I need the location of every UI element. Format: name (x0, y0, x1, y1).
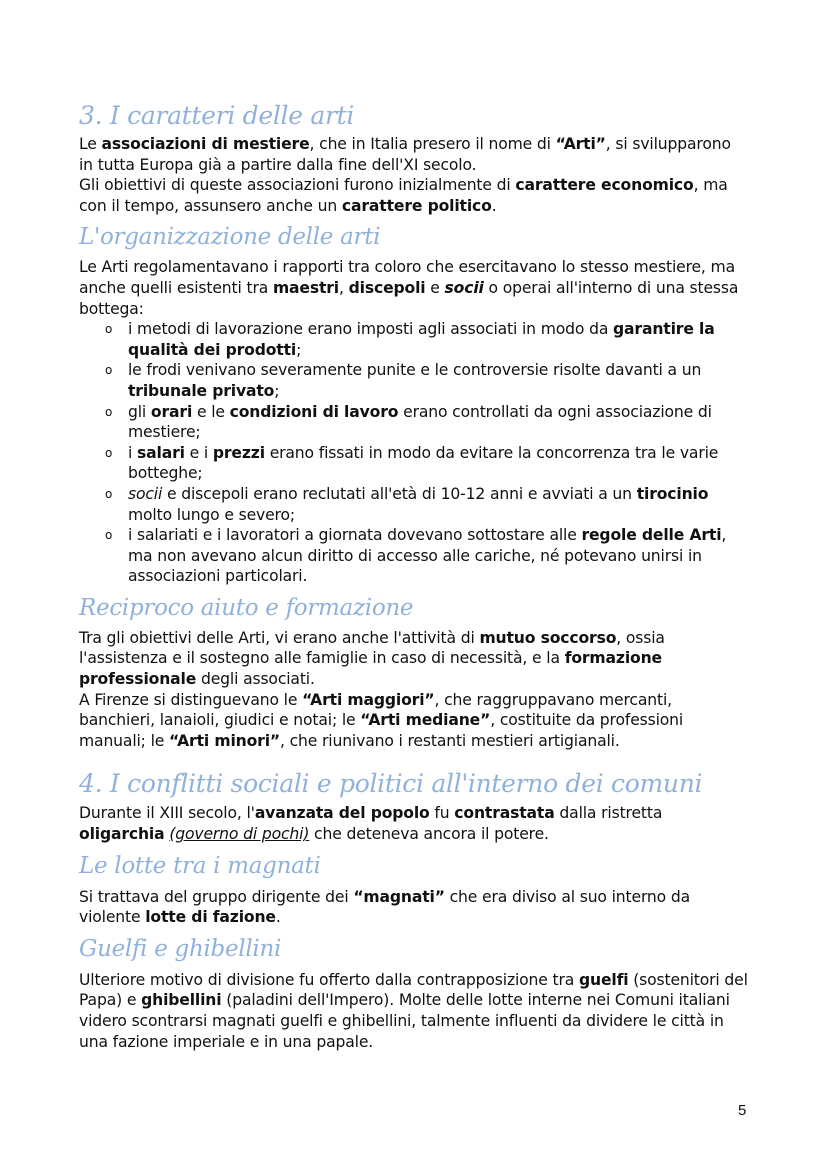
bold-text: formazione professionale (79, 649, 662, 689)
organizzazione-list (79, 319, 749, 587)
bold-text: maestri (272, 278, 340, 297)
bold-text: mutuo soccorso (479, 628, 617, 647)
bold-text: condizioni di lavoro (229, 402, 399, 421)
magnati-paragraph-1: Si trattava del gruppo dirigente dei “magnati” che era diviso al suo interno da violente lotte di fazione. (79, 887, 691, 927)
bold-text: carattere politico (341, 196, 492, 215)
underlined-text: (governo di pochi) (169, 825, 310, 844)
list-item (79, 443, 749, 484)
organizzazione-title: L'organizzazione delle arti (79, 224, 381, 251)
list-item-text: socii e discepoli erano reclutati all'età di 10-12 anni e avviati a un tirocinio molto lungo e severo; (128, 484, 709, 524)
bold-text: regole delle Arti (581, 526, 722, 545)
page-number: 5 (738, 1102, 747, 1119)
bullet-icon: o (105, 404, 113, 419)
bold-text: “Arti minori” (169, 731, 280, 750)
reciproco-paragraph-2: A Firenze si distinguevano le “Arti maggiori”, che raggruppavano mercanti, banchieri, lanaioli, giudici e notai; le “Arti mediane”, costituite da professioni manuali; le “Arti minori”, che riunivano i restanti mestieri artigianali. (79, 690, 684, 750)
magnati-title: Le lotte tra i magnati (79, 852, 321, 879)
section-3-paragraph-1: Le associazioni di mestiere, che in Italia presero il nome di “Arti”, si svilupparono in tutta Europa già a partire dalla fine dell'XI secolo. (79, 135, 731, 174)
guelfi-title: Guelfi e ghibellini (79, 935, 282, 962)
bullet-icon: o (105, 363, 113, 378)
bold-text: avanzata del popolo (254, 804, 430, 823)
bold-text: “Arti maggiori” (302, 690, 435, 709)
italic-text: socii (128, 484, 163, 503)
bullet-icon: o (105, 322, 113, 337)
section-4-paragraph-1: Durante il XIII secolo, l'avanzata del popolo fu contrastata dalla ristretta oligarchia (governo di pochi) che deteneva ancora il potere. (79, 804, 663, 844)
bullet-icon: o (105, 445, 113, 460)
section-4-title: 4. I conflitti sociali e politici all'interno dei comuni (79, 769, 703, 799)
bold-text: lotte di fazione (145, 908, 276, 927)
list-item (79, 402, 749, 443)
page-content (79, 98, 749, 1052)
list-item-text: gli orari e le condizioni di lavoro erano controllati da ogni associazione di mestiere; (128, 402, 712, 442)
section-3-title: 3. I caratteri delle arti (79, 101, 355, 130)
reciproco-paragraph-1: Tra gli obiettivi delle Arti, vi erano anche l'attività di mutuo soccorso, ossia l'assistenza e il sostegno alle famiglie in caso di necessità, e la formazione professionale degli associati. (79, 628, 665, 689)
bold-text: guelfi (578, 970, 629, 989)
bold-text: orari (150, 402, 193, 421)
bold-text: salari (137, 443, 185, 462)
bold-text: discepoli (348, 278, 426, 297)
list-item (79, 525, 749, 587)
bold-text: carattere economico (515, 176, 694, 195)
reciproco-title: Reciproco aiuto e formazione (79, 594, 414, 621)
bold-text: garantire la qualità dei prodotti (128, 320, 715, 359)
bold-text: oligarchia (79, 825, 165, 844)
bold-text: tirocinio (636, 484, 709, 503)
bold-text: tribunale privato (128, 381, 275, 400)
bold-text: associazioni di mestiere (101, 135, 310, 153)
section-3-paragraph-2: Gli obiettivi di queste associazioni furono inizialmente di carattere economico, ma con il tempo, assunsero anche un carattere politico. (79, 176, 728, 215)
guelfi-paragraph-1: Ulteriore motivo di divisione fu offerto dalla contrapposizione tra guelfi (sostenitori del Papa) e ghibellini (paladini dell'Impero). Molte delle lotte interne nei Comuni italiani videro scontrarsi magnati guelfi e ghibellini, talmente influenti da dividere le città in una fazione imperiale e in una papale. (79, 970, 748, 1051)
list-item-text: i metodi di lavorazione erano imposti agli associati in modo da garantire la qualità dei prodotti; (128, 320, 715, 359)
list-item-text: i salari e i prezzi erano fissati in modo da evitare la concorrenza tra le varie botteghe; (128, 443, 719, 483)
bold-text: “Arti mediane” (360, 711, 491, 730)
bullet-icon: o (105, 486, 113, 501)
list-item-text: i salariati e i lavoratori a giornata dovevano sottostare alle regole delle Arti, ma non avevano alcun diritto di accesso alle cariche, né potevano unirsi in associazioni particolari. (128, 526, 727, 586)
bold-text: “magnati” (353, 887, 445, 906)
bold-text: contrastata (454, 804, 555, 823)
bold-text: “Arti” (555, 135, 606, 153)
list-item (79, 319, 749, 360)
list-item-text: le frodi venivano severamente punite e le controversie risolte davanti a un tribunale privato; (128, 361, 702, 400)
bold-text: ghibellini (141, 991, 222, 1010)
list-item (79, 360, 749, 401)
list-item (79, 484, 749, 525)
organizzazione-intro: Le Arti regolamentavano i rapporti tra coloro che esercitavano lo stesso mestiere, ma anche quelli esistenti tra maestri, discepoli e socii o operai all'interno di una stessa bottega: (79, 258, 739, 318)
bullet-icon: o (105, 528, 113, 543)
bold-text: prezzi (212, 443, 265, 462)
bold-text: socii (444, 278, 484, 297)
